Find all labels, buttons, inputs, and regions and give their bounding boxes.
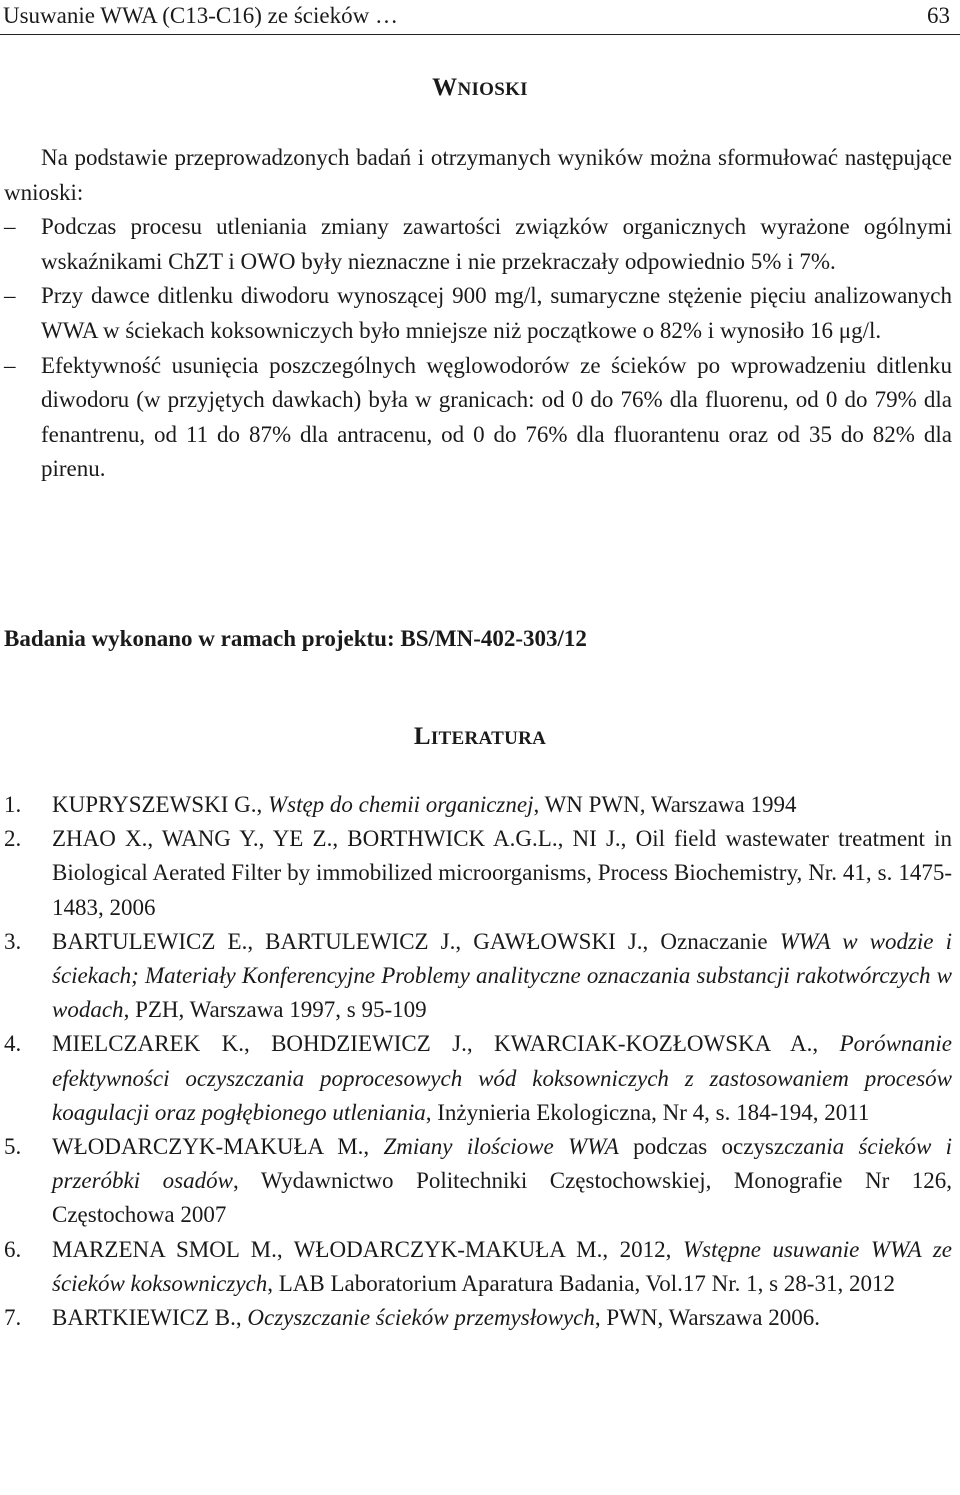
conclusions-heading [0, 74, 960, 102]
conclusion-item [4, 279, 952, 348]
reference-authors: KUPRYSZEWSKI G. [52, 792, 257, 817]
page-number: 63 [927, 3, 950, 28]
conclusions-intro: Na podstawie przeprowadzonych badań i otrzymanych wyników można sformułować następujące wnioski: [4, 145, 952, 205]
reference-item [4, 925, 952, 1028]
reference-item [4, 822, 952, 925]
reference-item [4, 788, 952, 822]
reference-separator: , 2012, [602, 1236, 683, 1262]
conclusion-text: Podczas procesu utleniania zmiany zawartości związków organicznych wyrażone ogólnymi wskaźnikami ChZT i OWO były nieznaczne i nie przekraczały odpowiednio 5% i 7%. [41, 214, 952, 274]
reference-separator: , [256, 792, 268, 817]
reference-item [4, 1130, 952, 1233]
reference-details: , WN PWN, Warszawa 1994 [533, 792, 797, 817]
reference-separator: , [363, 1134, 384, 1160]
project-note: Badania wykonano w ramach projektu: BS/MN-402-303/12 [4, 626, 587, 651]
reference-separator: , [620, 826, 636, 852]
reference-title: Zmiany ilościowe WWA [383, 1134, 619, 1160]
reference-number: 4. [4, 1031, 22, 1057]
reference-list [4, 788, 952, 1335]
reference-title: Porównanie efektywności oczyszczania poprocesowych wód koksowniczych z zastosowaniem procesów koagulacji oraz pogłębionego utleniania [52, 1031, 953, 1125]
reference-details: , PWN, Warszawa 2006. [594, 1305, 820, 1331]
reference-details: Oil field wastewater treatment in Biological Aerated Filter by immobilized microorganisms, Process Biochemistry, Nr. 41, s. 1475-1483, 2006 [52, 826, 953, 920]
reference-number: 6. [4, 1236, 22, 1262]
reference-number: 3. [4, 928, 22, 954]
reference-separator: , [812, 1031, 840, 1057]
conclusion-text: Przy dawce ditlenku diwodoru wynoszącej 900 mg/l, sumaryczne stężenie pięciu analizowanych WWA w ściekach koksowniczych było mniejsze niż początkowe o 82% i wynosiło 16 μg/l. [41, 283, 952, 343]
reference-details: , Inżynieria Ekologiczna, Nr 4, s. 184-194, 2011 [425, 1099, 870, 1125]
conclusions-heading-initial: W [432, 74, 458, 101]
reference-authors: BARTKIEWICZ B. [52, 1305, 236, 1331]
reference-authors: BARTULEWICZ E., BARTULEWICZ J., GAWŁOWSKI J. [52, 928, 643, 954]
reference-number: 1. [4, 792, 22, 817]
conclusions-body [4, 141, 952, 487]
reference-title: Oczyszczanie ścieków przemysłowych [247, 1305, 595, 1331]
literature-heading-initial: L [413, 723, 431, 750]
reference-number: 5. [4, 1134, 22, 1160]
page-header [0, 0, 960, 35]
running-title: Usuwanie WWA (C13-C16) ze ścieków … [3, 3, 398, 28]
reference-number: 2. [4, 826, 22, 852]
literature-heading-rest: ITERATURA [430, 728, 547, 749]
reference-details: , LAB Laboratorium Aparatura Badania, Vol.17 Nr. 1, s 28-31, 2012 [267, 1270, 895, 1296]
reference-book-title: czania ścieków i przeróbki osadów [52, 1134, 952, 1194]
literature-heading [0, 723, 960, 751]
reference-authors: ZHAO X., WANG Y., YE Z., BORTHWICK A.G.L., NI J. [52, 826, 621, 852]
dash-bullet: – [4, 283, 16, 309]
reference-authors: MIELCZAREK K., BOHDZIEWICZ J., KWARCIAK-KOZŁOWSKA A. [52, 1031, 813, 1057]
conclusion-item [4, 349, 952, 487]
reference-details: , PZH, Warszawa 1997, s 95-109 [123, 997, 427, 1023]
reference-item [4, 1233, 952, 1301]
reference-title: WWA w wodzie i ściekach; Materiały Konferencyjne Problemy analityczne oznaczania substancji rakotwórczych w wodach [52, 928, 952, 1023]
conclusion-item [4, 210, 952, 279]
dash-bullet: – [4, 352, 16, 378]
conclusion-text: Efektywność usunięcia poszczególnych węglowodorów ze ścieków po wprowadzeniu ditlenku diwodoru (w przyjętych dawkach) była w granicach: od 0 do 76% dla fluorenu, od 0 do 79% dla fenantrenu, od 11 do 87% dla antracenu, od 0 do 76% dla fluorantenu oraz od 35 do 82% dla pirenu. [41, 352, 952, 482]
reference-item [4, 1027, 952, 1130]
conclusions-heading-rest: NIOSKI [457, 79, 528, 100]
reference-separator: , Oznaczanie [642, 928, 780, 954]
dash-bullet: – [4, 214, 16, 240]
reference-title: Wstępne usuwanie WWA ze ścieków koksowniczych [52, 1236, 953, 1296]
reference-separator: , [235, 1305, 248, 1331]
reference-title: Wstęp do chemii organicznej [267, 792, 534, 817]
reference-number: 7. [4, 1305, 22, 1331]
reference-details: podczas oczyszczania ścieków i przeróbki osadów, Wydawnictwo Politechniki Częstochowskiej, Monografie Nr 126, Częstochowa 2007 [52, 1134, 952, 1228]
reference-item [4, 1301, 952, 1335]
reference-authors: WŁODARCZYK-MAKUŁA M. [52, 1134, 364, 1160]
reference-authors: MARZENA SMOL M., WŁODARCZYK-MAKUŁA M. [52, 1236, 603, 1262]
